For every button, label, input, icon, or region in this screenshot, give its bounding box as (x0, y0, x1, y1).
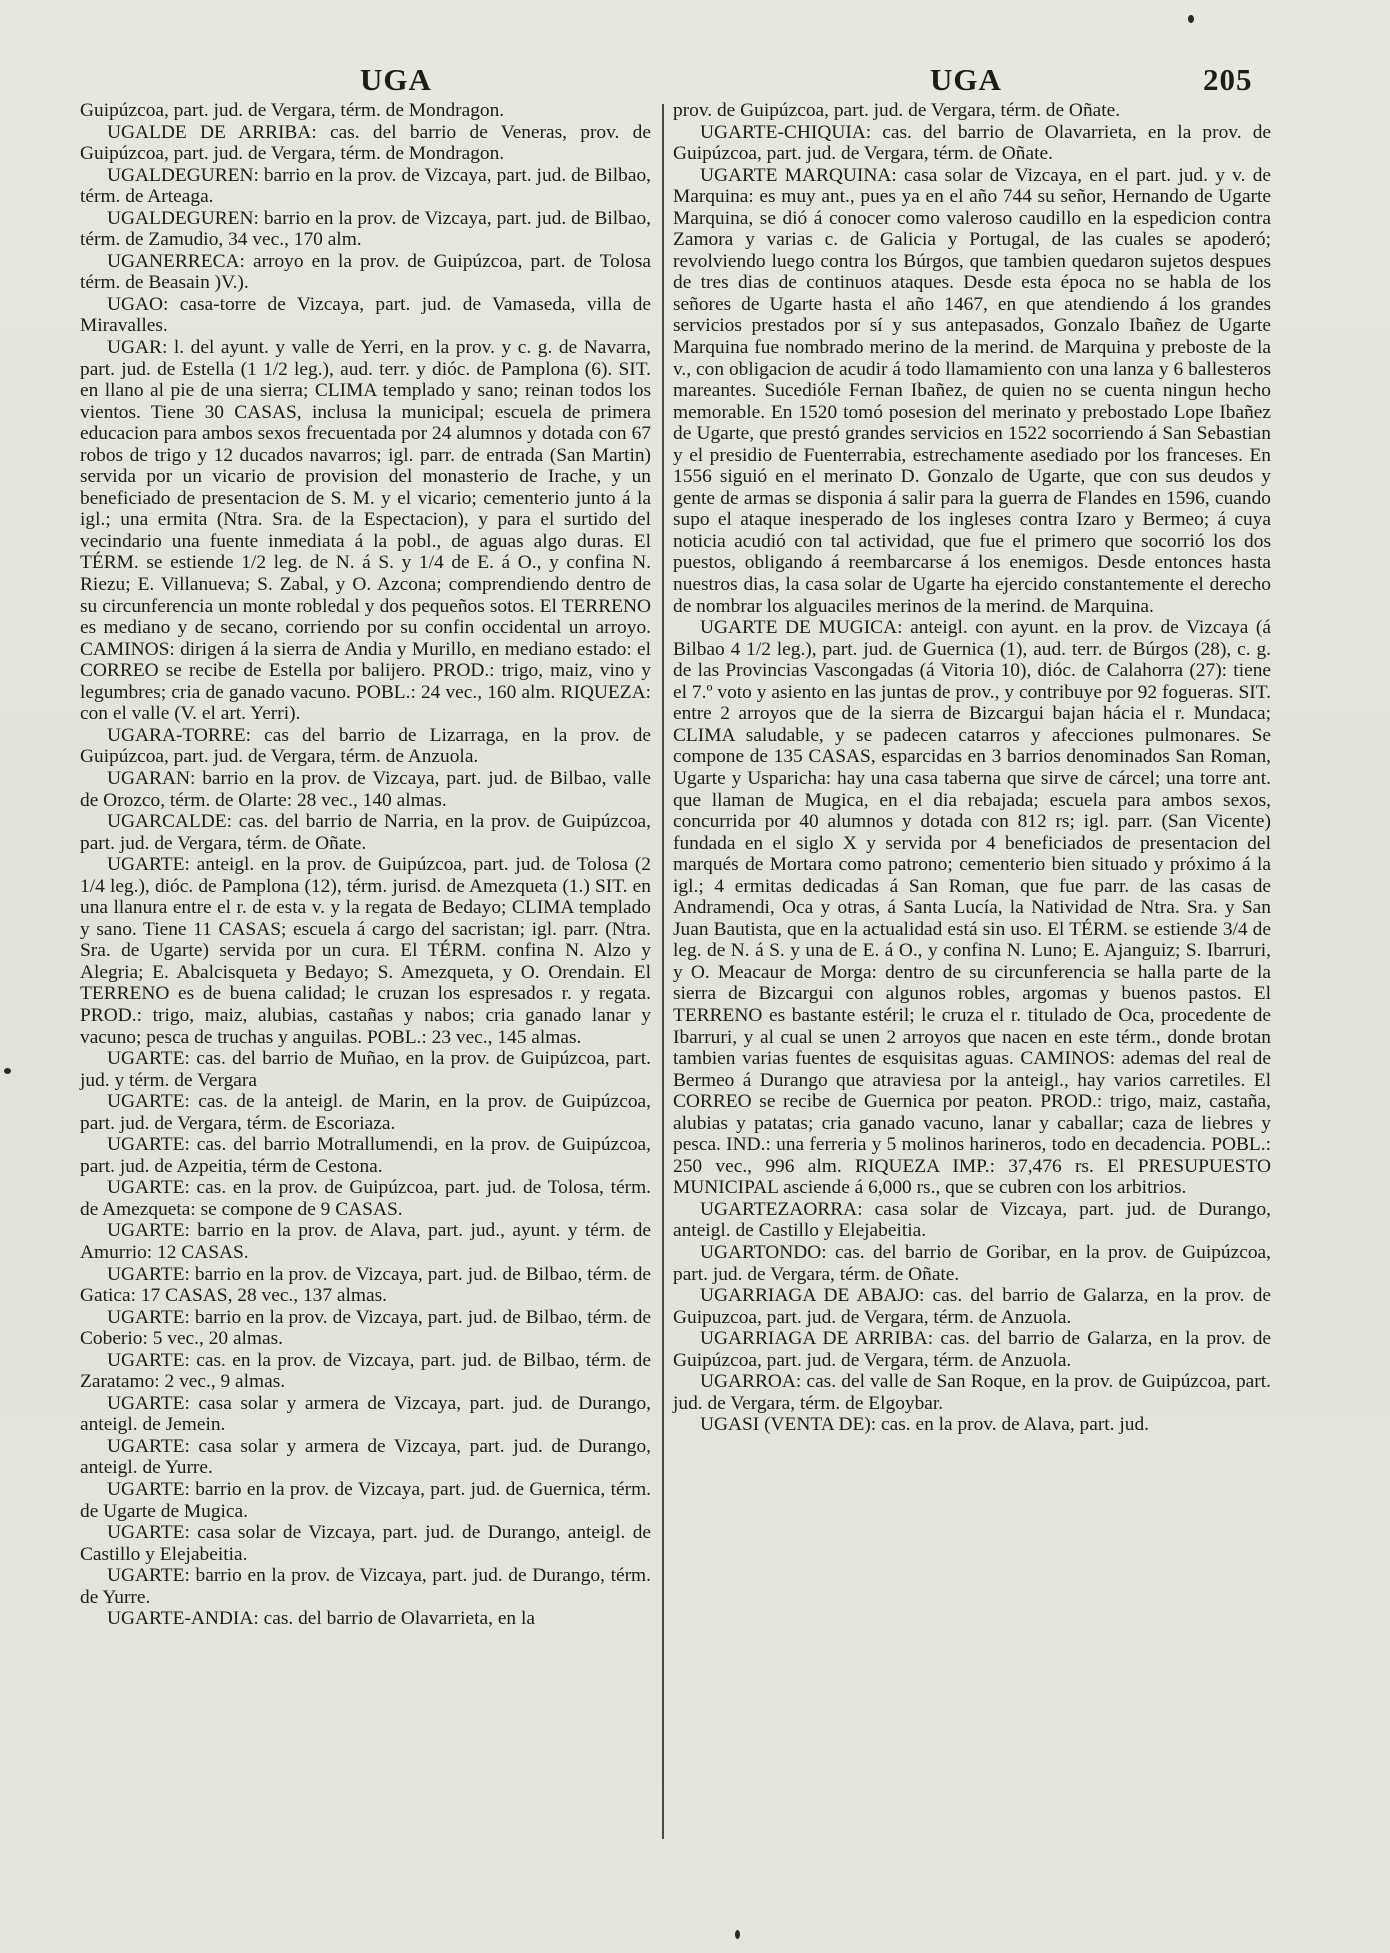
dictionary-entry: UGARTE: cas. del barrio de Muñao, en la prov. de Guipúzcoa, part. jud. y térm. de Vergara (80, 1048, 651, 1091)
dictionary-entry: UGARTE: barrio en la prov. de Alava, part. jud., ayunt. y térm. de Amurrio: 12 CASAS. (80, 1220, 651, 1263)
dictionary-entry: UGALDE DE ARRIBA: cas. del barrio de Veneras, prov. de Guipúzcoa, part. jud. de Vergara, térm. de Mondragon. (80, 121, 651, 165)
left-column (80, 100, 651, 1630)
dictionary-entry: UGARTE: cas. del barrio Motrallumendi, en la prov. de Guipúzcoa, part. jud. de Azpeitia, térm de Cestona. (80, 1134, 651, 1177)
right-column (673, 100, 1271, 1436)
ink-speck (1188, 15, 1194, 23)
dictionary-entry: UGARROA: cas. del valle de San Roque, en la prov. de Guipúzcoa, part. jud. de Vergara, térm. de Elgoybar. (673, 1371, 1271, 1414)
ink-speck (4, 1068, 11, 1074)
dictionary-entry: UGARTE: barrio en la prov. de Vizcaya, part. jud. de Guernica, térm. de Ugarte de Mugica. (80, 1479, 651, 1522)
dictionary-entry: UGAO: casa-torre de Vizcaya, part. jud. de Vamaseda, villa de Miravalles. (80, 293, 651, 337)
dictionary-entry: UGARRIAGA DE ARRIBA: cas. del barrio de Galarza, en la prov. de Guipúzcoa, part. jud. de Vergara, térm. de Anzuola. (673, 1328, 1271, 1371)
page-number: 205 (1203, 62, 1253, 97)
dictionary-entry: UGARTE: cas. de la anteigl. de Marin, en la prov. de Guipúzcoa, part. jud. de Vergara, térm. de Escoriaza. (80, 1091, 651, 1134)
dictionary-entry: UGARTE: barrio en la prov. de Vizcaya, part. jud. de Durango, térm. de Yurre. (80, 1565, 651, 1608)
dictionary-entry: UGANERRECA: arroyo en la prov. de Guipúzcoa, part. de Tolosa térm. de Beasain )V.). (80, 250, 651, 294)
column-divider (662, 104, 664, 1839)
dictionary-entry: UGARTONDO: cas. del barrio de Goribar, en la prov. de Guipúzcoa, part. jud. de Vergara, térm. de Oñate. (673, 1241, 1271, 1285)
dictionary-entry: UGARTE: cas. en la prov. de Vizcaya, part. jud. de Bilbao, térm. de Zaratamo: 2 vec., 9 almas. (80, 1349, 651, 1393)
dictionary-entry: UGARTE: anteigl. en la prov. de Guipúzcoa, part. jud. de Tolosa (2 1/4 leg.), dióc. de Pamplona (12), térm. jurisd. de Amezqueta (1.) SIT. en una llanura entre el r. de esta v. y la regata de Bedayo; CLIMA templado y sano. Tiene 11 CASAS; escuela á cargo del sacristan; igl. parr. (Ntra. Sra. de Ugarte) servida por un cura. El TÉRM. confina N. Alzo y Alegria; E. Abalcisqueta y Bedayo; S. Amezqueta, y O. Orendain. El TERRENO es de buena calidad; le cruzan los espresados r. y regata. PROD.: trigo, maiz, alubias, castañas y nabos; cria ganado lanar y vacuno; pesca de truchas y anguilas. POBL.: 23 vec., 145 almas. (80, 854, 651, 1048)
dictionary-entry: UGARAN: barrio en la prov. de Vizcaya, part. jud. de Bilbao, valle de Orozco, térm. de Olarte: 28 vec., 140 almas. (80, 767, 651, 811)
dictionary-entry: UGARTE-CHIQUIA: cas. del barrio de Olavarrieta, en la prov. de Guipúzcoa, part. jud. de Vergara, térm. de Oñate. (673, 121, 1271, 165)
running-head-left: UGA (360, 62, 432, 97)
dictionary-entry: UGARTE: casa solar de Vizcaya, part. jud. de Durango, anteigl. de Castillo y Elejabeitia. (80, 1522, 651, 1565)
dictionary-entry: UGASI (VENTA DE): cas. en la prov. de Alava, part. jud. (700, 1414, 1149, 1436)
dictionary-entry: UGAR: l. del ayunt. y valle de Yerri, en la prov. y c. g. de Navarra, part. jud. de Estella (1 1/2 leg.), aud. terr. y dióc. de Pamplona (6). SIT. en llano al pie de una sierra; CLIMA templado y sano; reinan todos los vientos. Tiene 30 CASAS, inclusa la municipal; escuela de primera educacion para ambos sexos frecuentada por 24 alumnos y dotada con 67 robos de trigo y 12 ducados navarros; igl. parr. de entrada (San Martin) servida por un vicario de provision del monasterio de Irache, y un beneficiado de presentacion de S. M. y el vicario; cementerio junto á la igl.; una ermita (Ntra. Sra. de la Espectacion), y para el surtido del vecindario una fuente inmediata á la pobl., de aguas algo duras. El TÉRM. se estiende 1/2 leg. de N. á S. y 1/4 de E. á O., y confina N. Riezu; E. Villanueva; S. Zabal, y O. Azcona; comprendiendo dentro de su circunferencia un monte robledal y dos pequeños sotos. El TERRENO es mediano y de secano, corriendo por su confin occidental un arroyo. CAMINOS: dirigen á la sierra de Andia y Murillo, en mediano estado: el CORREO se recibe de Estella por balijero. PROD.: trigo, maiz, vino y legumbres; cria de ganado vacuno. POBL.: 24 vec., 160 alm. RIQUEZA: con el valle (V. el art. Yerri). (80, 337, 651, 725)
continued-paragraph: Guipúzcoa, part. jud. de Vergara, térm. de Mondragon. (80, 100, 505, 121)
dictionary-entry: UGALDEGUREN: barrio en la prov. de Vizcaya, part. jud. de Bilbao, térm. de Arteaga. (80, 164, 651, 208)
dictionary-entry: UGARTE: barrio en la prov. de Vizcaya, part. jud. de Bilbao, térm. de Gatica: 17 CASAS, 28 vec., 137 almas. (80, 1263, 651, 1307)
dictionary-entry: UGARA-TORRE: cas del barrio de Lizarraga, en la prov. de Guipúzcoa, part. jud. de Vergara, térm. de Anzuola. (80, 724, 651, 768)
dictionary-entry: UGALDEGUREN: barrio en la prov. de Vizcaya, part. jud. de Bilbao, térm. de Zamudio, 34 vec., 170 alm. (80, 207, 651, 251)
dictionary-entry: UGARTE-ANDIA: cas. del barrio de Olavarrieta, en la (107, 1608, 535, 1630)
running-head-right: UGA (930, 62, 1002, 97)
dictionary-entry: UGARCALDE: cas. del barrio de Narria, en la prov. de Guipúzcoa, part. jud. de Vergara, térm. de Oñate. (80, 811, 651, 854)
continued-paragraph: prov. de Guipúzcoa, part. jud. de Vergara, térm. de Oñate. (673, 100, 1121, 121)
dictionary-entry: UGARTE: barrio en la prov. de Vizcaya, part. jud. de Bilbao, térm. de Coberio: 5 vec., 20 almas. (80, 1306, 651, 1350)
dictionary-entry: UGARTEZAORRA: casa solar de Vizcaya, part. jud. de Durango, anteigl. de Castillo y Elejabeitia. (673, 1198, 1271, 1242)
dictionary-entry: UGARTE DE MUGICA: anteigl. con ayunt. en la prov. de Vizcaya (á Bilbao 4 1/2 leg.), part. jud. de Guernica (1), aud. terr. de Búrgos (28), c. g. de las Provincias Vascongadas (á Vitoria 10), dióc. de Calahorra (27): tiene el 7.º voto y asiento en las juntas de prov., y contribuye por 92 fogueras. SIT. entre 2 arroyos que de la sierra de Bizcargui bajan hácia el r. Mundaca; CLIMA saludable, y se padecen catarros y afecciones pulmonares. Se compone de 135 CASAS, esparcidas en 3 barrios denominados San Roman, Ugarte y Usparicha: hay una casa taberna que sirve de cárcel; una torre ant. que llaman de Mugica, en el dia rebajada; escuela para ambos sexos, concurrida por 40 alumnos y dotada con 812 rs; igl. parr. (San Vicente) fundada en el siglo X y servida por 4 beneficiados de presentacion del marqués de Mortara como patrono; cementerio bien situado y próximo á la igl.; 4 ermitas dedicadas á San Roman, que fue parr. de las casas de Andramendi, Oca y otras, á Santa Lucía, la Natividad de Ntra. Sra. y San Juan Bautista, que en la actualidad está sin uso. El TÉRM. se estiende 3/4 de leg. de N. á S. y una de E. á O., y confina N. Luno; E. Ajanguiz; S. Ibarruri, y O. Meacaur de Morga: dentro de su circunferencia se halla parte de la sierra de Bizcargui con algunos robles, argomas y buenos pastos. El TERRENO es bastante estéril; le cruza el r. titulado de Oca, procedente de Ibarruri, y al cual se unen 2 arroyos que nacen en este térm., donde brotan tambien varias fuentes de esquisitas aguas. CAMINOS: ademas del real de Bermeo á Durango que atraviesa por la anteigl., hay varios carretiles. El CORREO se recibe de Guernica por peaton. PROD.: trigo, maiz, castaña, alubias y patatas; cria ganado vacuno, lanar y caballar; caza de liebres y pesca. IND.: una ferreria y 5 molinos harineros, todo en decadencia. POBL.: 250 vec., 996 alm. RIQUEZA IMP.: 37,476 rs. El PRESUPUESTO MUNICIPAL asciende á 6,000 rs., que se cubren con los arbitrios. (673, 617, 1271, 1199)
dictionary-entry: UGARTE: cas. en la prov. de Guipúzcoa, part. jud. de Tolosa, térm. de Amezqueta: se compone de 9 CASAS. (80, 1177, 651, 1220)
dictionary-entry: UGARTE MARQUINA: casa solar de Vizcaya, en el part. jud. y v. de Marquina: es muy ant., pues ya en el año 744 su señor, Hernando de Ugarte Marquina, se dió á conocer como valeroso caudillo en la espedicion contra Zamora y varias c. de Galicia y Portugal, de las cuales se apoderó; revolviendo luego contra los Búrgos, que tambien quedaron sujetos despues de tres dias de continuos ataques. Desde esta época no se habla de los señores de Ugarte hasta el año 1467, en que atendiendo á los grandes servicios prestados por sí y sus antepasados, Gonzalo Ibañez de Ugarte Marquina fue nombrado merino de la merind. de Marquina y preboste de la v., con obligacion de acudir á todo llamamiento con una lanza y 6 ballesteros mareantes. Sucedióle Fernan Ibañez, de quien no se cuenta ningun hecho memorable. En 1520 tomó posesion del merinato y prebostado Lope Ibañez de Ugarte, que prestó grandes servicios en 1522 socorriendo á San Sebastian y el presidio de Fuenterrabia, estrechamente asediado por los franceses. En 1556 siguió en el merinato D. Gonzalo de Ugarte, que con sus deudos y gente de armas se disponia á salir para la guerra de Flandes en 1596, cuando supo el ataque inesperado de los ingleses contra Izaro y Bermeo; á cuya noticia acudió con tal actividad, que fue el primero que socorrió los dos puestos, obligando á reembarcarse á los enemigos. Desde entonces hasta nuestros dias, la casa solar de Ugarte ha ejercido constantemente el derecho de nombrar los alguaciles merinos de la merind. de Marquina. (673, 164, 1271, 617)
dictionary-entry: UGARTE: casa solar y armera de Vizcaya, part. jud. de Durango, anteigl. de Jemein. (80, 1392, 651, 1436)
dictionary-entry: UGARRIAGA DE ABAJO: cas. del barrio de Galarza, en la prov. de Guipuzcoa, part. jud. de Vergara, térm. de Anzuola. (673, 1285, 1271, 1328)
ink-speck (735, 1930, 740, 1939)
dictionary-entry: UGARTE: casa solar y armera de Vizcaya, part. jud. de Durango, anteigl. de Yurre. (80, 1435, 651, 1479)
